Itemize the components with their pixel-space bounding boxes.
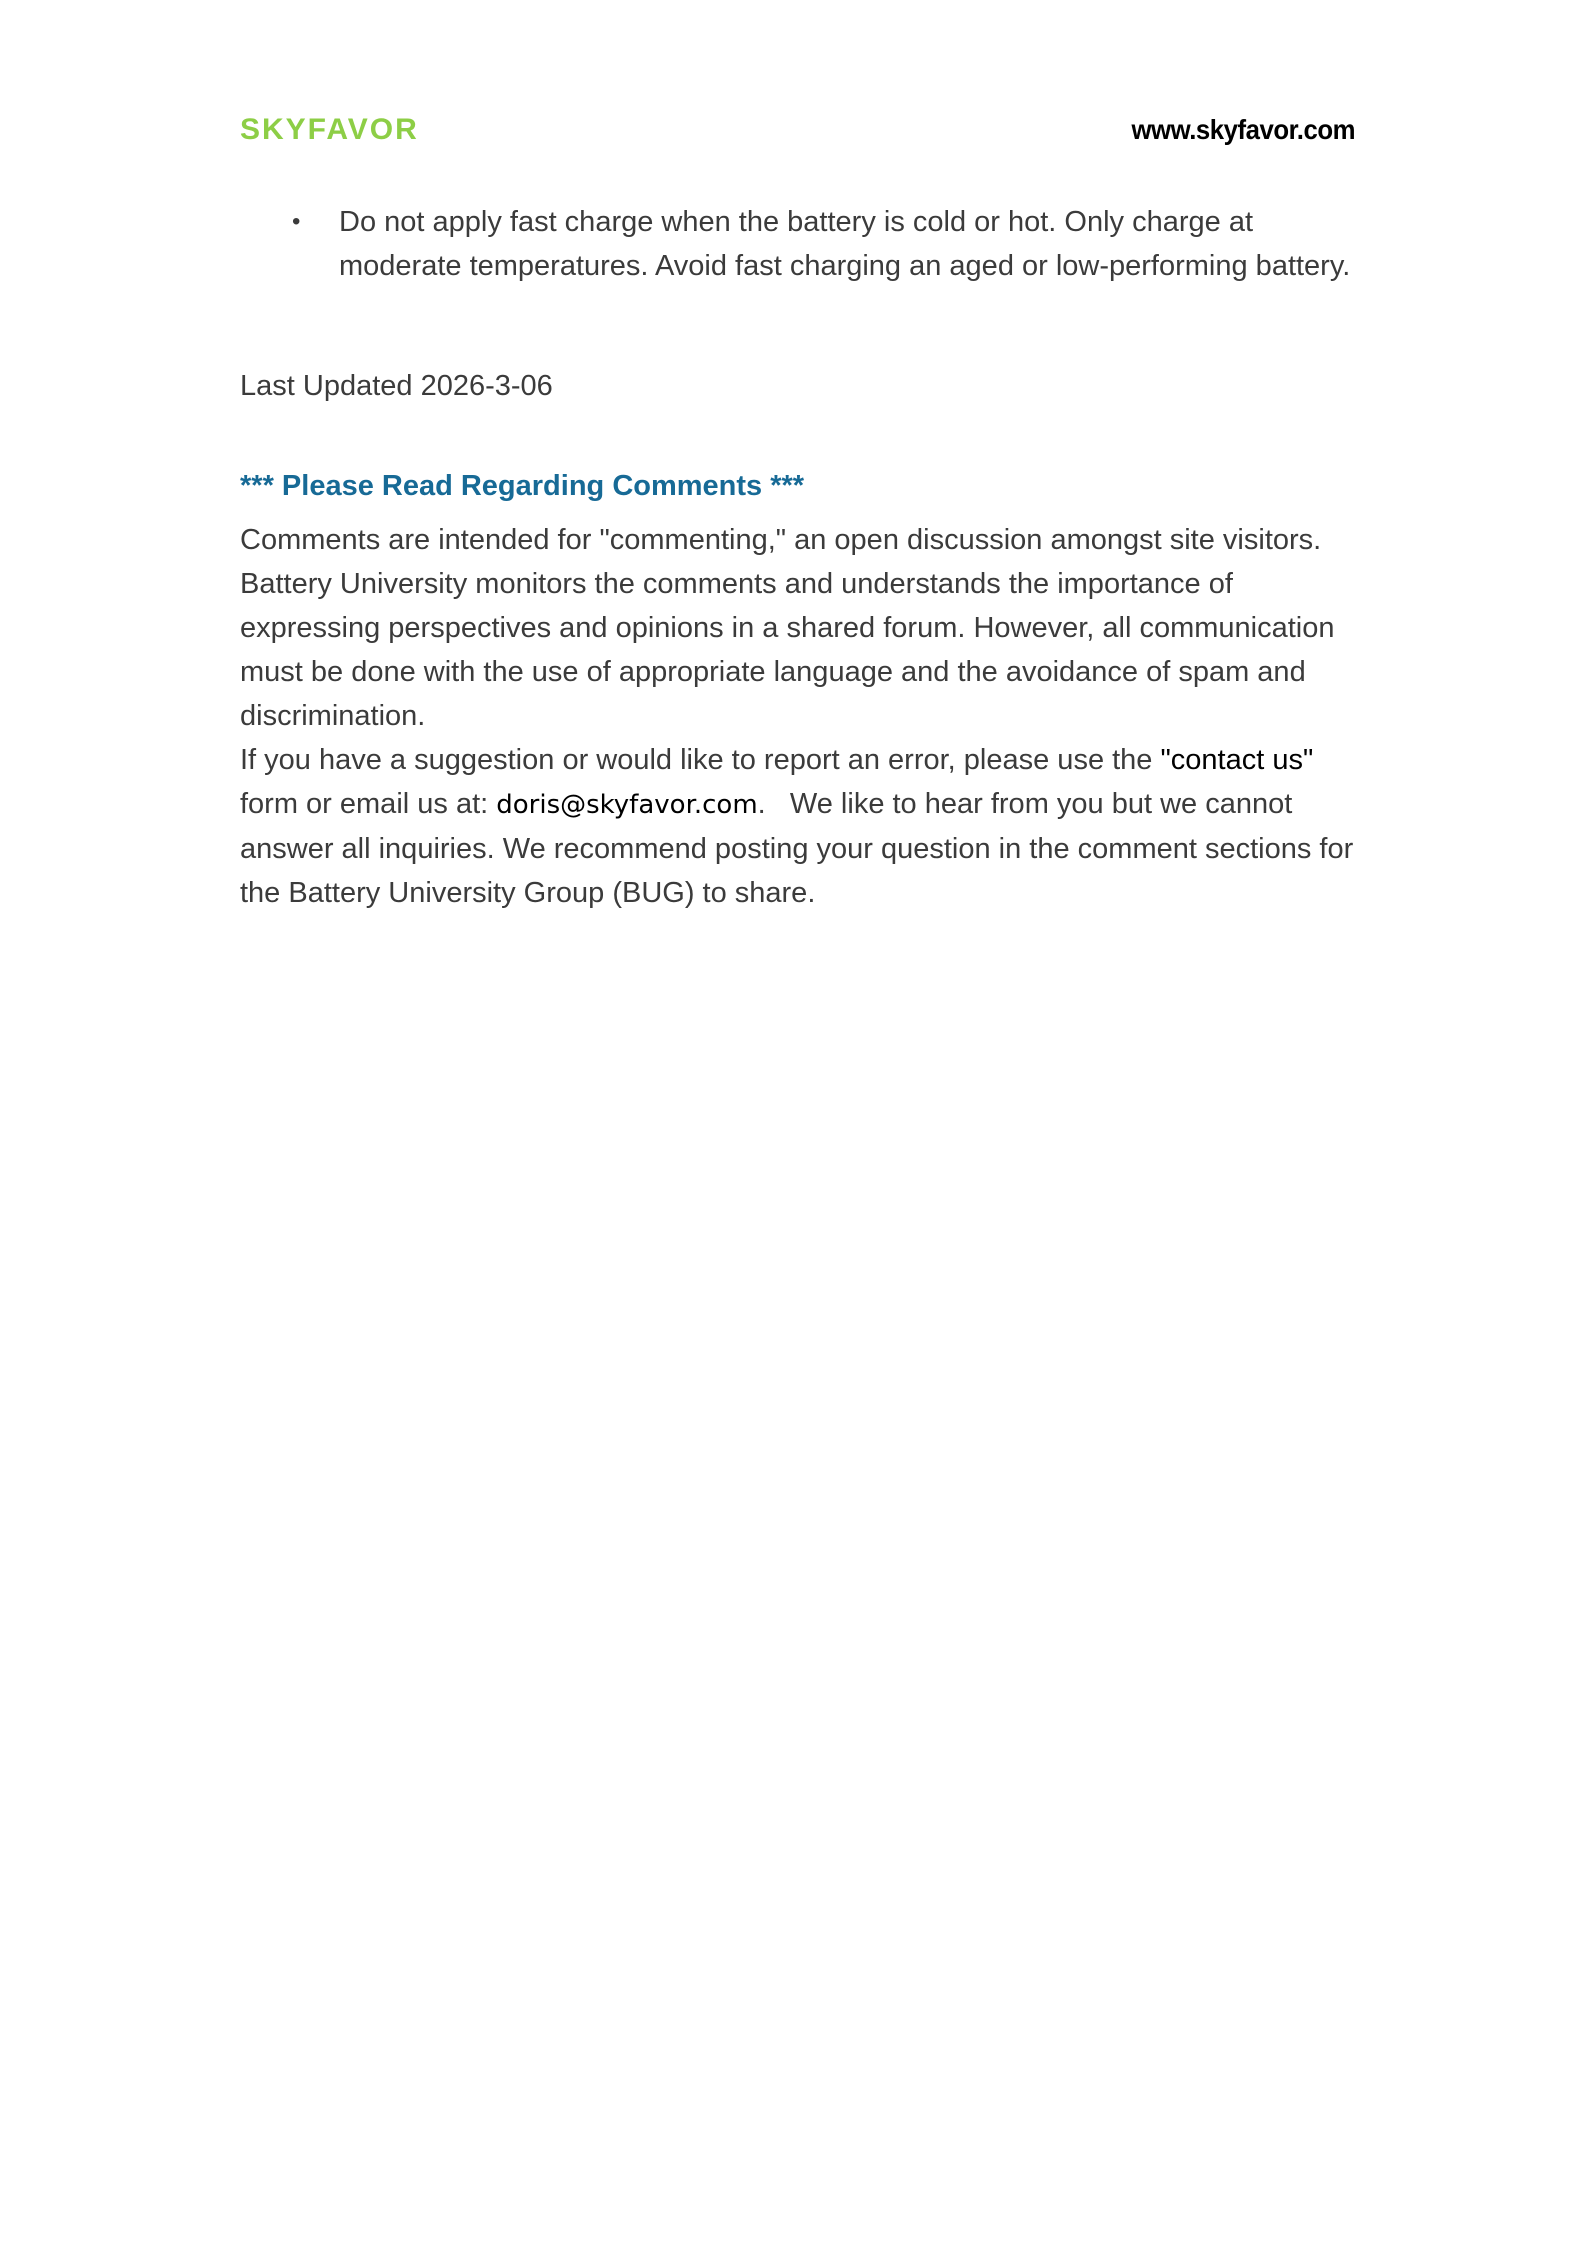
paragraph-text-between: form or email us at:	[240, 744, 1322, 820]
bullet-icon: •	[292, 208, 301, 235]
document-header	[0, 0, 1587, 148]
website-url: www.skyfavor.com	[1131, 114, 1355, 145]
comments-paragraph-1: Comments are intended for "commenting," an open discussion amongst site visitors. Battery University monitors the comments and understands the importance of expressing perspectives and opinions in a shared forum. However, all communication must be done with the use of appropriate language and the avoidance of spam and discrimination.	[240, 524, 1335, 732]
list-item	[240, 200, 1355, 288]
skyfavor-logo: SKYFAVOR	[240, 113, 419, 146]
paragraph-text-after-email: . We like to hear from you but we cannot answer all inquiries. We recommend posting your question in the comment sections for the Battery University Group (BUG) to share.	[240, 788, 1362, 909]
contact-us-text: "contact us"	[1160, 744, 1314, 776]
last-updated-text: Last Updated 2026-3-06	[240, 370, 553, 402]
email-address: doris@skyfavor.com	[496, 790, 758, 820]
bullet-text: Do not apply fast charge when the battery is cold or hot. Only charge at moderate temperatures. Avoid fast charging an aged or low-performing battery.	[339, 206, 1351, 282]
document-body	[0, 200, 1587, 915]
paragraph-text-before-link: If you have a suggestion or would like to report an error, please use the	[240, 744, 1161, 776]
comments-paragraph-2	[240, 738, 1362, 915]
comments-heading: *** Please Read Regarding Comments ***	[240, 470, 805, 502]
